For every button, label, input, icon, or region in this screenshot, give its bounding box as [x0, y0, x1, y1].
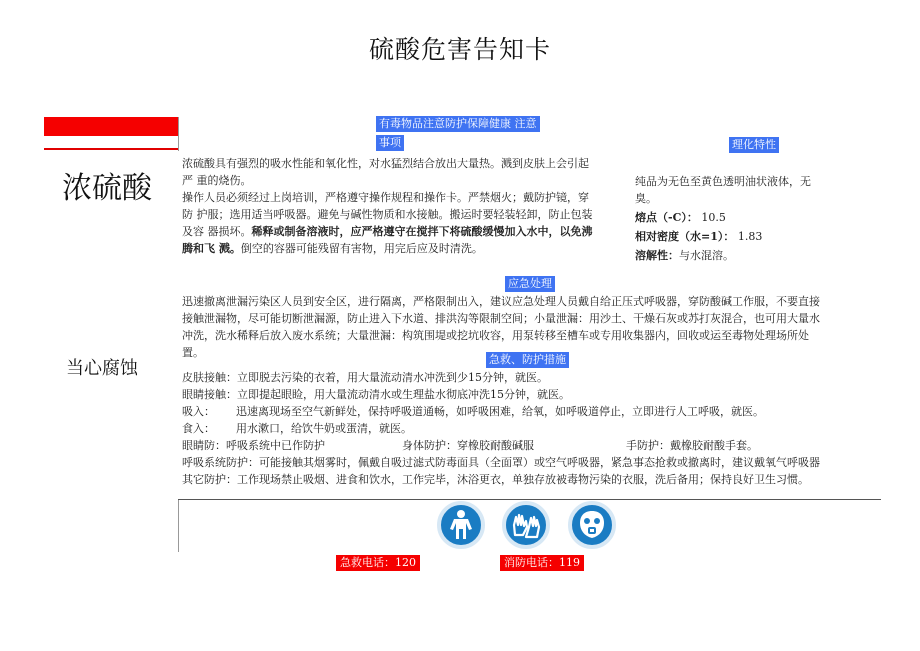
solubility-label: 溶解性： — [635, 249, 679, 262]
notice-tag-continued: 事项 — [376, 135, 404, 151]
warning-text: 当心腐蚀 — [66, 358, 138, 379]
other-protection: 其它防护：工作现场禁止吸烟、进食和饮水，工作完毕，沐浴更衣，单独存放被毒物污染的衣服，洗后备用；保持良好卫生习惯。 — [182, 473, 809, 486]
red-header-bar — [44, 117, 179, 136]
body-protection: 身体防护：穿橡胶耐酸碱服 — [402, 439, 534, 452]
melting-point-row — [635, 209, 835, 226]
red-divider — [44, 148, 179, 150]
description-line: 浓硫酸具有强烈的吸水性能和氧化性，对水猛烈结合放出大量热。溅到皮肤上会引起 — [182, 157, 589, 170]
respiratory-protection: 呼吸系统防护：可能接触其烟雾时，佩戴自吸过滤式防毒面具（全面罩）或空气呼吸器，紧急事态抢救或撤离时，建议戴氧气呼吸器 — [182, 456, 820, 469]
ingestion-row — [182, 420, 877, 437]
skin-contact: 皮肤接触：立即脱去污染的衣着，用大量流动清水冲洗到少15分钟，就医。 — [182, 371, 548, 384]
eye-contact: 眼睛接触：立即提起眼睑，用大量流动清水或生理盐水彻底冲洗15分钟，就医。 — [182, 388, 570, 401]
emergency-line: 迅速撤离泄漏污染区人员到安全区，进行隔离，严格限制出入，建议应急处理人员戴自给正压式呼吸器，穿防酸碱工作服，不要直接 — [182, 295, 820, 308]
description-line — [182, 223, 632, 240]
gas-mask-icon — [568, 501, 616, 549]
bottom-left-rule — [178, 500, 179, 552]
emergency-line: 接触泄漏物，尽可能切断泄漏源，防止进入下水道、排洪沟等限制空间；小量泄漏：用沙土、干燥石灰或苏打灰混合，也可用大量水 — [182, 312, 820, 325]
description-block — [182, 155, 632, 257]
appearance-text: 臭。 — [635, 192, 657, 205]
inhalation-text: 迅速离现场至空气新鲜处，保持呼吸道通畅，如呼吸困难，给氧，如呼吸道停止，立即进行人工呼吸，就医。 — [236, 405, 764, 418]
notice-tag: 有毒物品注意防护保障健康 注意 — [376, 116, 540, 132]
properties-block — [635, 173, 835, 264]
properties-tag: 理化特性 — [729, 137, 779, 153]
description-line: 防 护服；选用适当呼吸器。避免与碱性物质和水接触。搬运时要轻装轻卸，防止包装 — [182, 208, 593, 221]
protection-row — [182, 437, 877, 454]
emergency-tag: 应急处理 — [505, 276, 555, 292]
emergency-line: 冲洗，洗水稀释后放入废水系统；大量泄漏：构筑围堤或挖坑收容，用泵转移至槽车或专用收集器内，回收或运至毒物处理场所处 — [182, 329, 809, 342]
solubility-value: 与水混溶。 — [679, 249, 734, 262]
eye-protection: 眼睛防：呼吸系统中已作防护 — [182, 439, 325, 452]
description-text: 及容 器损坏。 — [182, 225, 252, 238]
chemical-name: 浓硫酸 — [62, 171, 152, 206]
description-text: 倒空的容器可能残留有害物，用完后应及时清洗。 — [240, 242, 483, 255]
ingestion-text: 用水漱口，给饮牛奶或蛋清，就医。 — [236, 422, 412, 435]
protective-suit-icon — [437, 501, 485, 549]
firstaid-tag: 急救、防护措施 — [486, 352, 569, 368]
ingestion-label: 食入： — [182, 422, 215, 435]
density-row — [635, 228, 835, 245]
density-label: 相对密度（水=1）： — [635, 230, 735, 243]
description-line: 操作人员必须经过上岗培训，严格遵守操作规程和操作卡。严禁烟火；戴防护镜，穿 — [182, 191, 589, 204]
hand-protection: 手防护：戴橡胶耐酸手套。 — [626, 439, 758, 452]
inhalation-label: 吸入： — [182, 405, 215, 418]
description-line: 严 重的烧伤。 — [182, 174, 252, 187]
melting-value: 10.5 — [701, 211, 726, 224]
protective-gloves-icon — [502, 501, 550, 549]
firstaid-block — [182, 369, 877, 488]
bottom-divider — [178, 499, 881, 500]
emergency-line: 置。 — [182, 346, 204, 359]
melting-label: 熔点（-C）： — [635, 211, 698, 224]
emergency-block — [182, 293, 872, 361]
description-bold: 稀释或制备溶液时，应严格遵守在搅拌下将硫酸缓慢加入水中，以免沸 — [251, 225, 593, 238]
description-line — [182, 240, 632, 257]
page-title: 硫酸危害告知卡 — [368, 35, 551, 64]
ambulance-phone: 急救电话：120 — [336, 555, 420, 571]
description-bold: 腾和飞 溅。 — [182, 242, 241, 255]
left-vertical-rule — [178, 117, 179, 151]
solubility-row — [635, 247, 835, 264]
density-value: 1.83 — [737, 230, 763, 243]
appearance-text: 纯品为无色至黄色透明油状液体，无 — [635, 175, 811, 188]
fire-phone: 消防电话：119 — [500, 555, 584, 571]
inhalation-row — [182, 403, 877, 420]
